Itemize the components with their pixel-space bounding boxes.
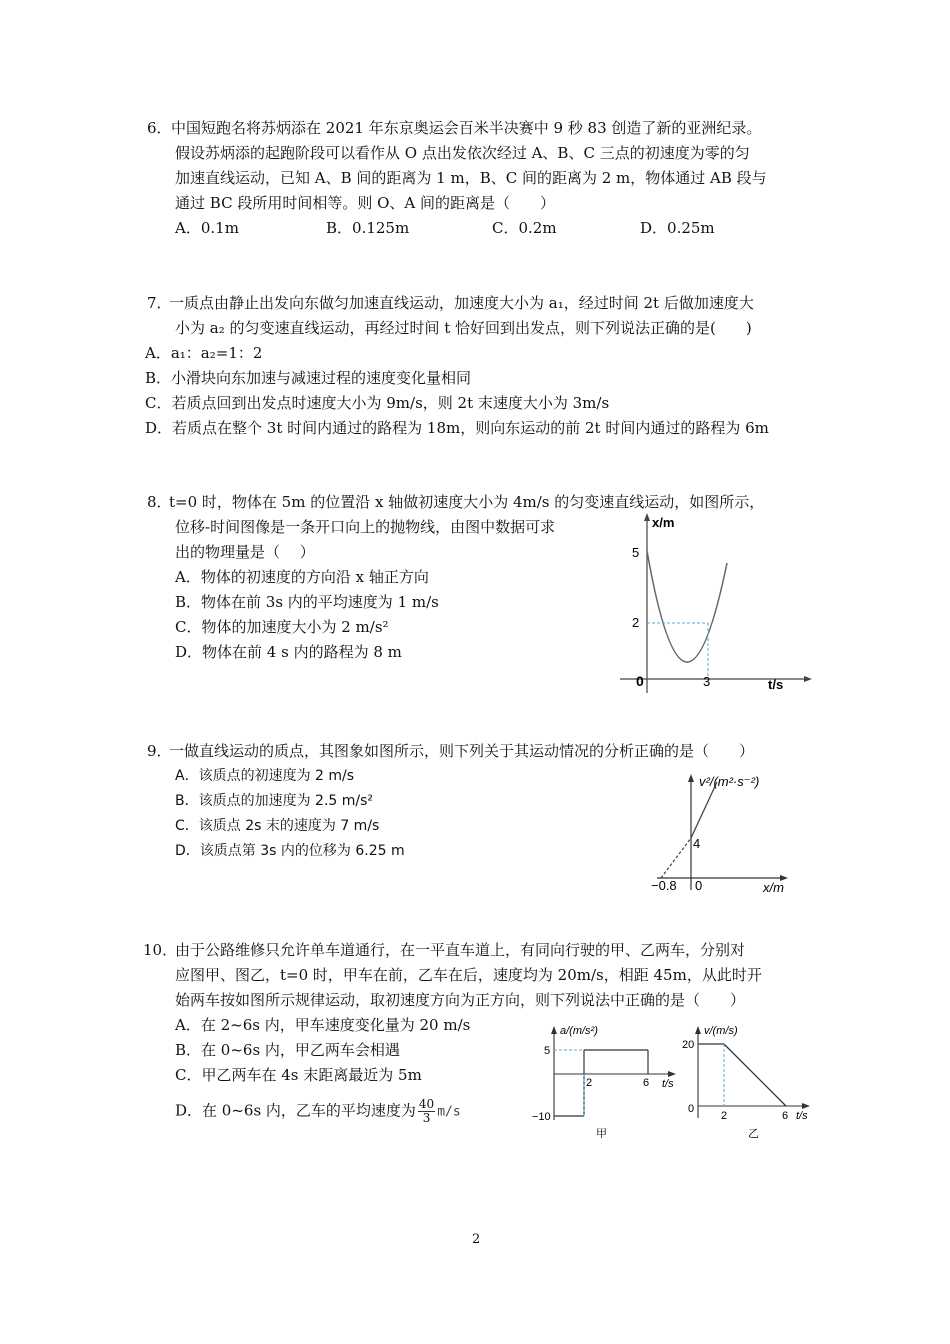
tick-label: 2: [721, 1110, 728, 1122]
question-number: 6．: [147, 119, 172, 137]
parabola-curve: [647, 551, 727, 662]
question-text-line: 中国短跑名将苏炳添在 2021 年东京奥运会百米半决赛中 9 秒 83 创造了新的亚洲纪录。: [171, 119, 762, 137]
question-text-line: 一做直线运动的质点，其图象如图所示，则下列关于其运动情况的分析正确的是（ ）: [169, 742, 755, 760]
velocity-graph-yi: [682, 1022, 822, 1142]
xt-graph: [600, 505, 820, 700]
y-axis-label: x/m: [652, 515, 675, 530]
question-text-line: 通过 BC 段所用时间相等。则 O、A 间的距离是（ ）: [175, 194, 555, 212]
option-a: A．a₁：a₂=1：2: [145, 344, 263, 362]
tick-label: 5: [544, 1045, 551, 1057]
tick-label: 3: [703, 674, 711, 689]
question-text-line: 出的物理量是（ ）: [175, 543, 315, 561]
v2x-graph: [645, 768, 825, 898]
origin-label: 0: [636, 673, 644, 689]
option-d: D．0.25m: [640, 219, 715, 237]
option-a: A．0.1m: [175, 219, 239, 237]
v-axis-arrow: [695, 1026, 701, 1034]
question-text-line: 位移-时间图像是一条开口向上的抛物线，由图中数据可求: [175, 518, 556, 536]
y-axis-label: v/(m/s): [704, 1025, 738, 1037]
question-text-line: 由于公路维修只允许单车道通行，在一平直车道上，有同向行驶的甲、乙两车，分别对: [175, 941, 746, 959]
question-number: 7．: [147, 294, 172, 312]
question-text-line: 应图甲、图乙，t=0 时，甲车在前，乙车在后，速度均为 20m/s，相距 45m，从此时开: [175, 966, 762, 984]
x-axis-label: x/m: [763, 880, 784, 895]
option-b: B．0.125m: [326, 219, 410, 237]
option-d: D．该质点第 3s 内的位移为 6.25 m: [175, 843, 405, 859]
question-text-line: t=0 时，物体在 5m 的位置沿 x 轴做初速度大小为 4m/s 的匀变速直线运动，如图所示，: [169, 493, 765, 511]
fraction: [418, 1098, 435, 1125]
x-axis-label: t/s: [662, 1078, 674, 1090]
option-a: A．在 2~6s 内，甲车速度变化量为 20 m/s: [175, 1016, 471, 1034]
option-d: D．若质点在整个 3t 时间内通过的路程为 18m，则向东运动的前 2t 时间内通过的路程为 6m: [145, 419, 769, 437]
tick-label: 5: [632, 545, 640, 560]
x-axis-label: t/s: [796, 1110, 808, 1122]
option-c: C．物体的加速度大小为 2 m/s²: [175, 618, 389, 636]
origin-label: 0: [695, 878, 703, 893]
question-text-line: 假设苏炳添的起跑阶段可以看作从 O 点出发依次经过 A、B、C 三点的初速度为零的匀: [175, 144, 750, 162]
question-number: 9．: [147, 742, 172, 760]
x-axis-label: t/s: [768, 677, 784, 692]
tick-label: 2: [632, 615, 640, 630]
origin-label: 0: [688, 1103, 695, 1115]
question-text-line: 小为 a₂ 的匀变速直线运动，再经过时间 t 恰好回到出发点，则下列说法正确的是( ): [175, 319, 752, 337]
option-b: B．物体在前 3s 内的平均速度为 1 m/s: [175, 593, 439, 611]
tick-label: −0.8: [651, 878, 677, 893]
y-axis-arrow: [688, 774, 694, 782]
question-text-line: 加速直线运动，已知 A、B 间的距离为 1 m，B、C 间的距离为 2 m，物体通过 AB 段与: [175, 169, 767, 187]
question-number: 10．: [143, 941, 178, 959]
option-d-text: D．在 0~6s 内，乙车的平均速度为: [175, 1101, 416, 1120]
data-line: [691, 782, 717, 838]
option-b: B．小滑块向东加速与减速过程的速度变化量相同: [145, 369, 472, 387]
question-text-line: 始两车按如图所示规律运动，取初速度方向为正方向，则下列说法中正确的是（ ）: [175, 991, 746, 1009]
option-b: B．在 0~6s 内，甲乙两车会相遇: [175, 1041, 400, 1059]
t-axis-arrow: [668, 1071, 676, 1077]
option-c: C．甲乙两车在 4s 末距离最近为 5m: [175, 1066, 422, 1084]
a-axis-arrow: [551, 1026, 557, 1034]
question-number: 8．: [147, 493, 172, 511]
tick-label: 2: [586, 1077, 593, 1089]
option-d: D．物体在前 4 s 内的路程为 8 m: [175, 643, 402, 661]
t-axis-arrow: [804, 676, 812, 682]
tick-label: 6: [782, 1110, 789, 1122]
tick-label: 20: [682, 1039, 695, 1051]
option-c: C．该质点 2s 末的速度为 7 m/s: [175, 818, 380, 834]
option-c: C．若质点回到出发点时速度大小为 9m/s，则 2t 末速度大小为 3m/s: [145, 394, 610, 412]
fraction-numerator: 40: [418, 1097, 435, 1111]
graph-caption: 乙: [748, 1128, 759, 1140]
option-a: A．该质点的初速度为 2 m/s: [175, 768, 355, 784]
tick-label: 4: [693, 836, 701, 851]
fraction-unit: m/s: [437, 1104, 461, 1120]
option-a: A．物体的初速度的方向沿 x 轴正方向: [175, 568, 429, 586]
tick-label: 6: [643, 1077, 650, 1089]
option-c: C．0.2m: [492, 219, 557, 237]
tick-label: −10: [532, 1111, 551, 1123]
x-axis-arrow: [644, 513, 650, 521]
t-axis-arrow: [802, 1103, 810, 1109]
question-text-line: 一质点由静止出发向东做匀加速直线运动，加速度大小为 a₁，经过时间 2t 后做加速度大: [169, 294, 754, 312]
y-axis-label: a/(m/s²): [560, 1025, 598, 1037]
acceleration-graph-jia: [530, 1022, 680, 1142]
y-axis-label: v²/(m²·s⁻²): [699, 774, 760, 789]
fraction-denominator: 3: [422, 1111, 431, 1125]
graph-caption: 甲: [596, 1128, 607, 1140]
option-d: [175, 1098, 461, 1125]
decel-segment: [724, 1044, 786, 1106]
dashed-extension: [661, 838, 691, 878]
page-number: 2: [472, 1232, 481, 1247]
option-b: B．该质点的加速度为 2.5 m/s²: [175, 793, 374, 809]
